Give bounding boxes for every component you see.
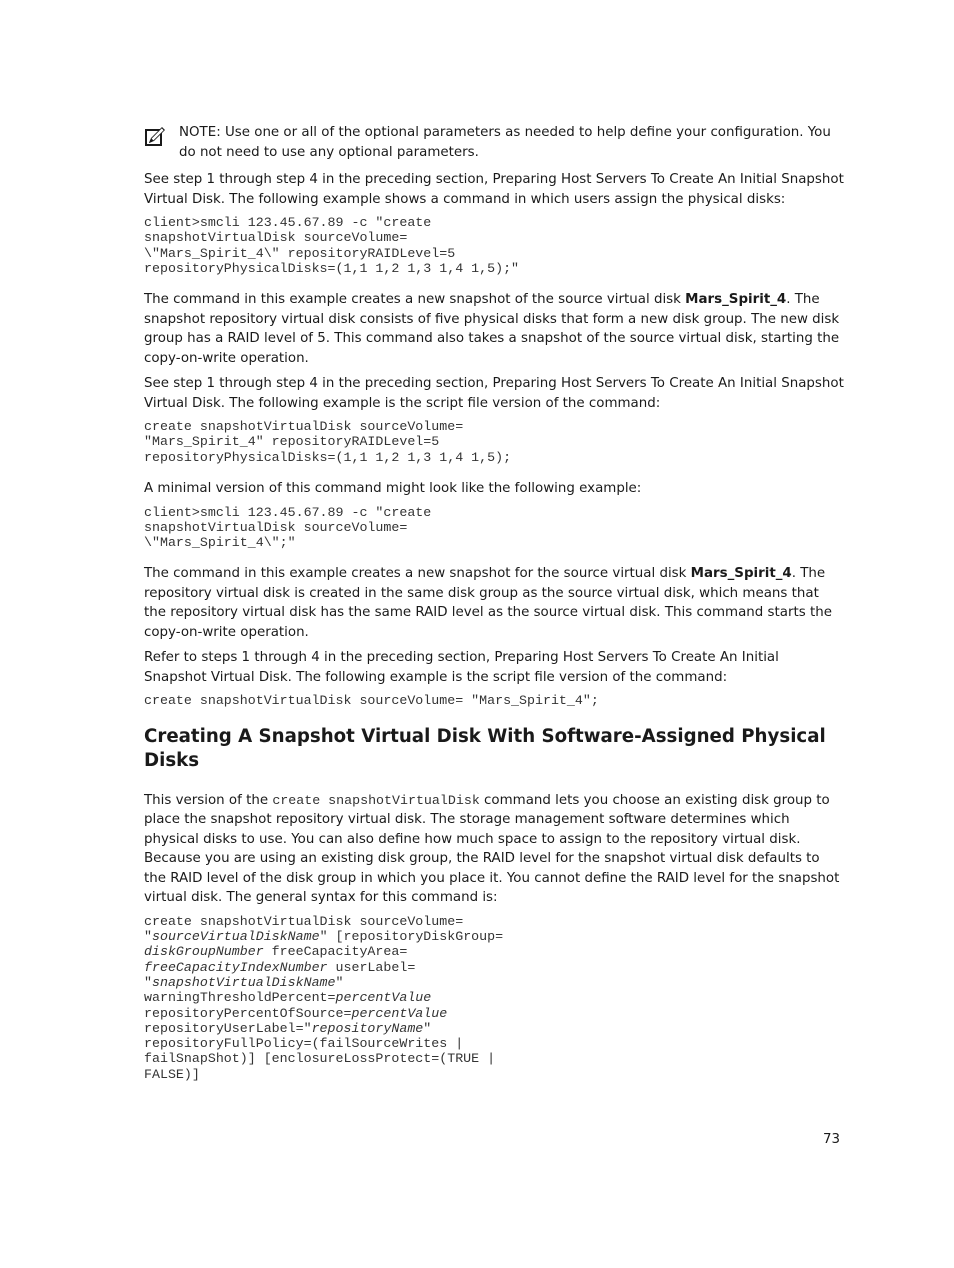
code-example-smcli-full: client>smcli 123.45.67.89 -c "create snapshotVirtualDisk sourceVolume= \"Mars_Spirit_4\" repositoryRAIDLevel=5 repositoryPhysicalDisks=(1,1 1,2 1,3 1,4 1,5);" bbox=[144, 215, 520, 276]
virtual-disk-name: Mars_Spirit_4 bbox=[690, 566, 792, 582]
syntax-text: " [repositoryDiskGroup= bbox=[319, 929, 504, 945]
paragraph-command-explanation-1 bbox=[144, 290, 844, 368]
syntax-placeholder: diskGroupNumber bbox=[144, 944, 264, 960]
paragraph-step-reference-1: See step 1 through step 4 in the preceding section, Preparing Host Servers To Create An Initial Snapshot Virtual Disk. The following example shows a command in which users assign the physical disks: bbox=[144, 172, 844, 207]
page-number: 73 bbox=[822, 1132, 840, 1147]
syntax-text: " warningThresholdPercent= bbox=[144, 974, 344, 1006]
text-span: . The snapshot repository virtual disk consists of five physical disks that form a new disk group. The new disk group has a RAID level of 5. This command also takes a snapshot of the source virtual disk, starting the copy-on-write operation. bbox=[144, 292, 840, 366]
inline-command: create snapshotVirtualDisk bbox=[272, 792, 480, 808]
note-label: NOTE: bbox=[179, 125, 221, 140]
code-example-script-full: create snapshotVirtualDisk sourceVolume= "Mars_Spirit_4" repositoryRAIDLevel=5 repositoryPhysicalDisks=(1,1 1,2 1,3 1,4 1,5); bbox=[144, 419, 512, 465]
syntax-text: repositoryUserLabel=" bbox=[144, 1020, 312, 1036]
text-span: The command in this example creates a new snapshot of the source virtual disk bbox=[144, 292, 686, 308]
note-text bbox=[179, 123, 844, 162]
note-body: Use one or all of the optional parameters as needed to help define your configuration. You do not need to use any optional parameters. bbox=[179, 125, 831, 160]
text-span: This version of the bbox=[144, 792, 273, 808]
syntax-text: freeCapacityArea= bbox=[271, 944, 408, 960]
syntax-text: userLabel= " bbox=[144, 959, 416, 990]
syntax-placeholder: repositoryName bbox=[311, 1020, 424, 1036]
syntax-text: " repositoryFullPolicy=(failSourceWrites | failSnapShot)] [enclosureLossProtect=(TRUE | FALSE)] bbox=[144, 1020, 496, 1082]
text-span: . The repository virtual disk is created in the same disk group as the source virtual disk, which means that the repository virtual disk has the same RAID level as the source virtual disk. This command starts the copy-on-write operation. bbox=[144, 566, 832, 640]
code-syntax-block bbox=[144, 914, 844, 1082]
text-span: command lets you choose an existing disk group to place the snapshot repository virtual disk. The storage management software determines which physical disks to use. You can also define how much space to assign to the repository virtual disk. Because you are using an existing disk group, the RAID level for the snapshot virtual disk defaults to the RAID level of the disk group in which you place it. You cannot define the RAID level for the snapshot virtual disk. The general syntax for this command is: bbox=[144, 792, 840, 906]
syntax-placeholder: percentValue bbox=[351, 1005, 448, 1021]
syntax-placeholder: sourceVirtualDiskName bbox=[151, 929, 320, 945]
text-span: The command in this example creates a new snapshot for the source virtual disk bbox=[144, 566, 691, 582]
paragraph-step-reference-3: Refer to steps 1 through 4 in the preceding section, Preparing Host Servers To Create An Initial Snapshot Virtual Disk. The following example is the script file version of the command: bbox=[144, 650, 779, 685]
virtual-disk-name: Mars_Spirit_4 bbox=[685, 292, 787, 308]
paragraph-section-intro bbox=[144, 791, 844, 908]
syntax-placeholder: snapshotVirtualDiskName bbox=[151, 974, 336, 990]
section-heading: Creating A Snapshot Virtual Disk With Software-Assigned Physical Disks bbox=[144, 725, 826, 771]
syntax-text: create snapshotVirtualDisk sourceVolume= " bbox=[144, 913, 464, 945]
paragraph-command-explanation-2 bbox=[144, 564, 844, 642]
page-content bbox=[144, 123, 844, 1096]
code-example-smcli-minimal: client>smcli 123.45.67.89 -c "create snapshotVirtualDisk sourceVolume= \"Mars_Spirit_4\";" bbox=[144, 504, 432, 551]
syntax-placeholder: freeCapacityIndexNumber bbox=[144, 959, 328, 975]
paragraph-minimal-version: A minimal version of this command might look like the following example: bbox=[144, 481, 642, 497]
syntax-text: repositoryPercentOfSource= bbox=[144, 1005, 352, 1021]
code-example-script-minimal: create snapshotVirtualDisk sourceVolume= "Mars_Spirit_4"; bbox=[144, 693, 599, 709]
paragraph-step-reference-2: See step 1 through step 4 in the preceding section, Preparing Host Servers To Create An Initial Snapshot Virtual Disk. The following example is the script file version of the command: bbox=[144, 376, 844, 411]
note-block bbox=[144, 123, 844, 162]
syntax-placeholder: percentValue bbox=[335, 990, 432, 1006]
pencil-note-icon bbox=[144, 126, 166, 148]
